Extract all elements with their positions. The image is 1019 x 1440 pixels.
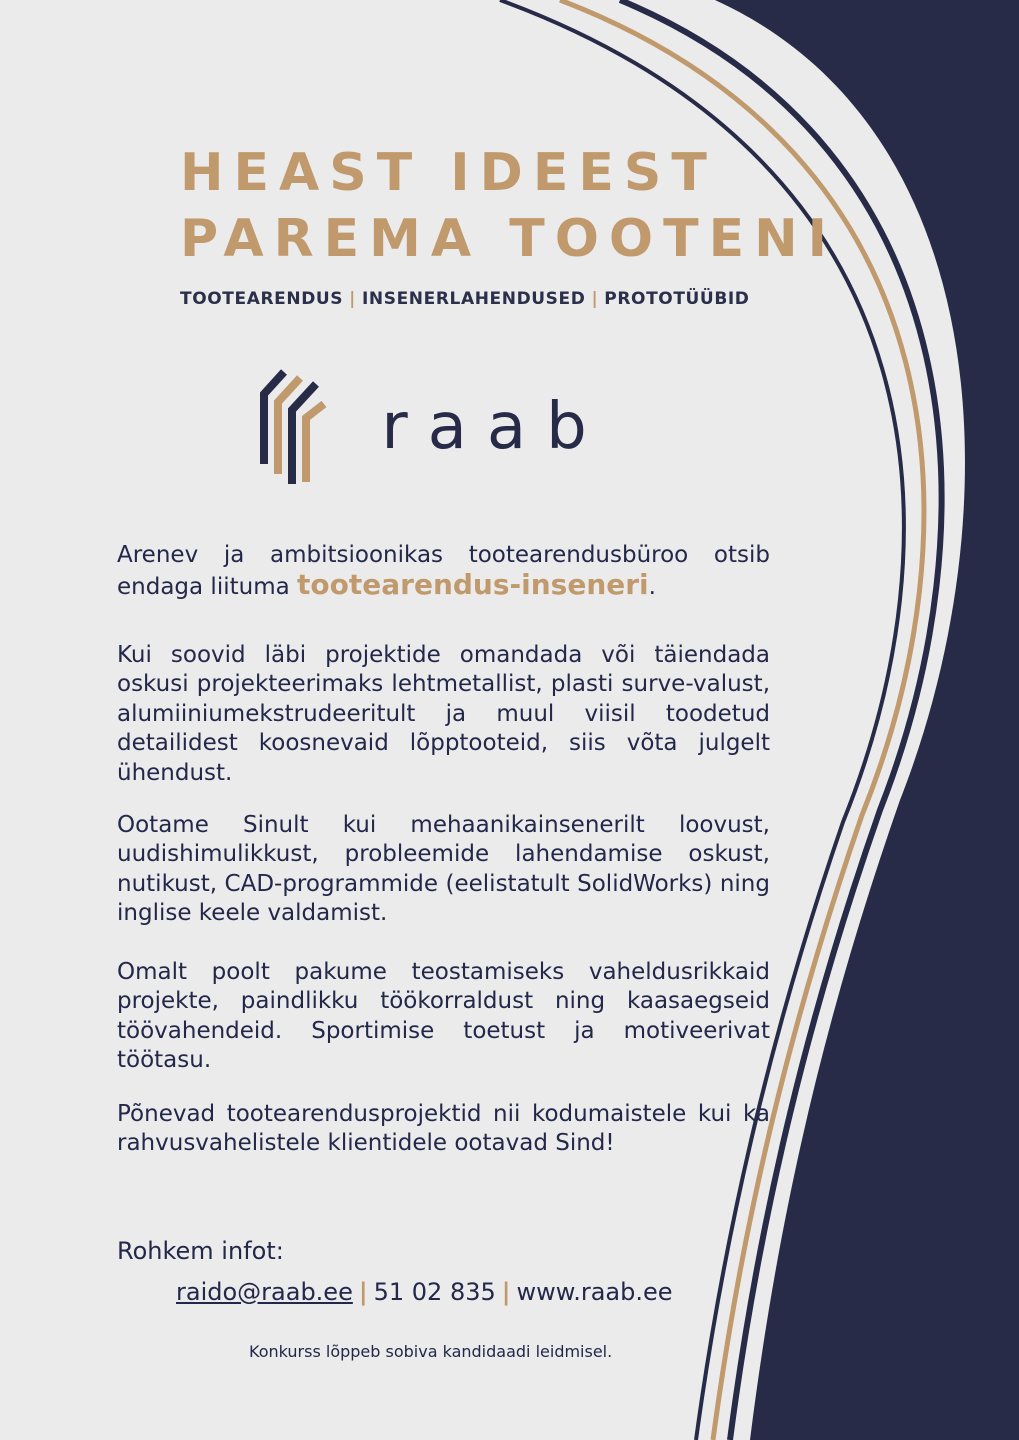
paragraph-skills: Kui soovid läbi projektide omandada või täiendada oskusi projekteerimaks lehtmetallist, plasti surve-valust, alumiiniumekstrudeeritult ja muul viisil toodetud detailidest koosnevaid lõpptooteid, siis võta julgelt ühendust. — [117, 642, 770, 786]
contact-details — [176, 1278, 673, 1306]
intro-text: Arenev ja ambitsioonikas tootearendusbüroo otsib endaga liituma — [117, 542, 770, 601]
service-engineering-solutions: INSENERLAHENDUSED — [361, 289, 586, 309]
job-title-highlight: tootearendus-inseneri — [297, 568, 649, 602]
contact-separator-1: | — [358, 1278, 368, 1306]
services-tagline — [180, 289, 750, 309]
raab-logo-icon — [264, 372, 324, 484]
service-product-development: TOOTEARENDUS — [180, 289, 344, 309]
raab-wordmark: raab — [381, 390, 607, 464]
contact-separator-2: | — [501, 1278, 511, 1306]
website-link[interactable]: www.raab.ee — [516, 1278, 673, 1306]
service-prototypes: PROTOTÜÜBID — [604, 289, 750, 309]
contact-label: Rohkem infot: — [117, 1237, 284, 1265]
footnote: Konkurss lõppeb sobiva kandidaadi leidmisel. — [249, 1342, 613, 1361]
services-separator-2: | — [591, 289, 599, 309]
paragraph-requirements: Ootame Sinult kui mehaanikainsenerilt loovust, uudishimulikkust, probleemide lahendamise oskust, nutikust, CAD-programmide (eelistatult SolidWorks) ning inglise keele valdamist. — [117, 812, 770, 927]
email-link[interactable]: raido@raab.ee — [176, 1278, 353, 1306]
paragraph-benefits: Omalt poolt pakume teostamiseks vaheldusrikkaid projekte, paindlikku töökorraldust ning kaasaegseid töövahendeid. Sportimise toetust ja motiveerivat töötasu. — [117, 959, 770, 1074]
headline — [180, 140, 837, 272]
phone-number: 51 02 835 — [373, 1278, 496, 1306]
intro-end: . — [648, 574, 656, 601]
paragraph-closing: Põnevad tootearendusprojektid nii kodumaistele kui ka rahvusvahelistele klientidele ootavad Sind! — [117, 1101, 770, 1157]
services-separator-1: | — [349, 289, 356, 309]
headline-line-2: PAREMA TOOTENI — [180, 209, 837, 269]
raab-logo — [244, 364, 684, 488]
headline-line-1: HEAST IDEEST — [180, 143, 717, 203]
intro-paragraph — [117, 541, 770, 603]
